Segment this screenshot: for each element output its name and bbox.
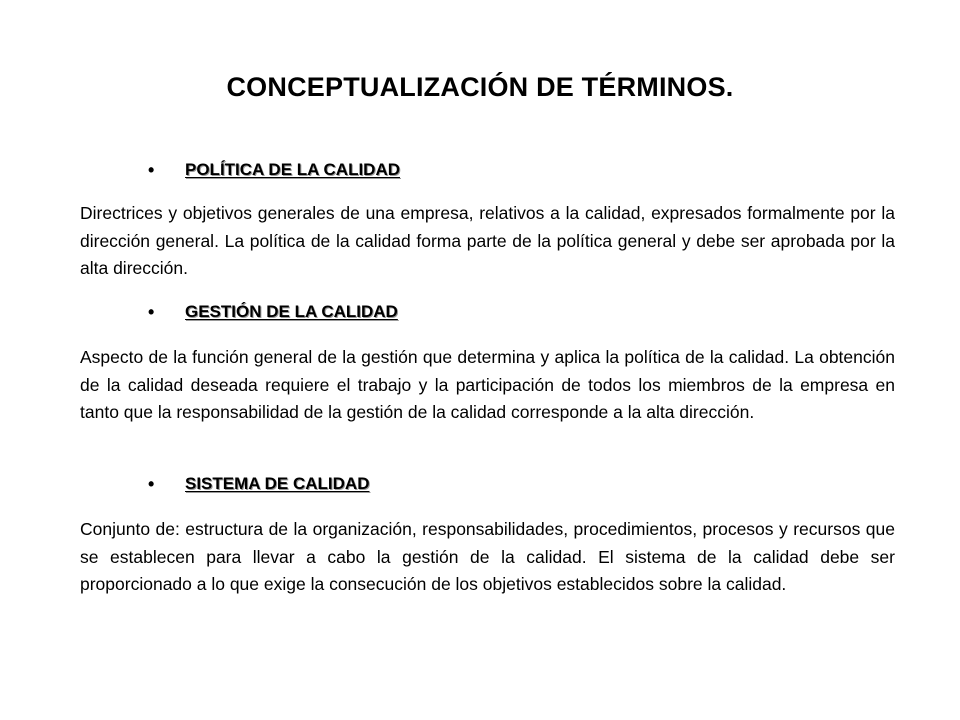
bullet-icon: • (148, 160, 155, 180)
section-heading-row (80, 160, 895, 182)
section-body: Directrices y objetivos generales de una empresa, relativos a la calidad, expresados formalmente por la dirección general. La política de la calidad forma parte de la política general y debe ser aprobada por la alta dirección. (80, 203, 895, 278)
section-politica-calidad (80, 160, 895, 283)
section-sistema-calidad (80, 474, 895, 599)
slide-title: CONCEPTUALIZACIÓN DE TÉRMINOS. (226, 72, 734, 102)
section-heading-row (80, 302, 895, 324)
bullet-icon: • (148, 302, 155, 322)
section-heading: POLÍTICA DE LA CALIDAD (185, 160, 401, 179)
section-heading: GESTIÓN DE LA CALIDAD (185, 302, 398, 321)
section-body: Aspecto de la función general de la gestión que determina y aplica la política de la calidad. La obtención de la calidad deseada requiere el trabajo y la participación de todos los miembros de la empresa en tanto que la responsabilidad de la gestión de la calidad corresponde a la alta dirección. (80, 347, 895, 422)
section-gestion-calidad (80, 302, 895, 427)
section-heading-row (80, 474, 895, 496)
section-body: Conjunto de: estructura de la organización, responsabilidades, procedimientos, procesos y recursos que se establecen para llevar a cabo la gestión de la calidad. El sistema de la calidad debe ser proporcionado a lo que exige la consecución de los objetivos establecidos sobre la calidad. (80, 519, 895, 594)
section-heading: SISTEMA DE CALIDAD (185, 474, 370, 493)
bullet-icon: • (148, 474, 155, 494)
